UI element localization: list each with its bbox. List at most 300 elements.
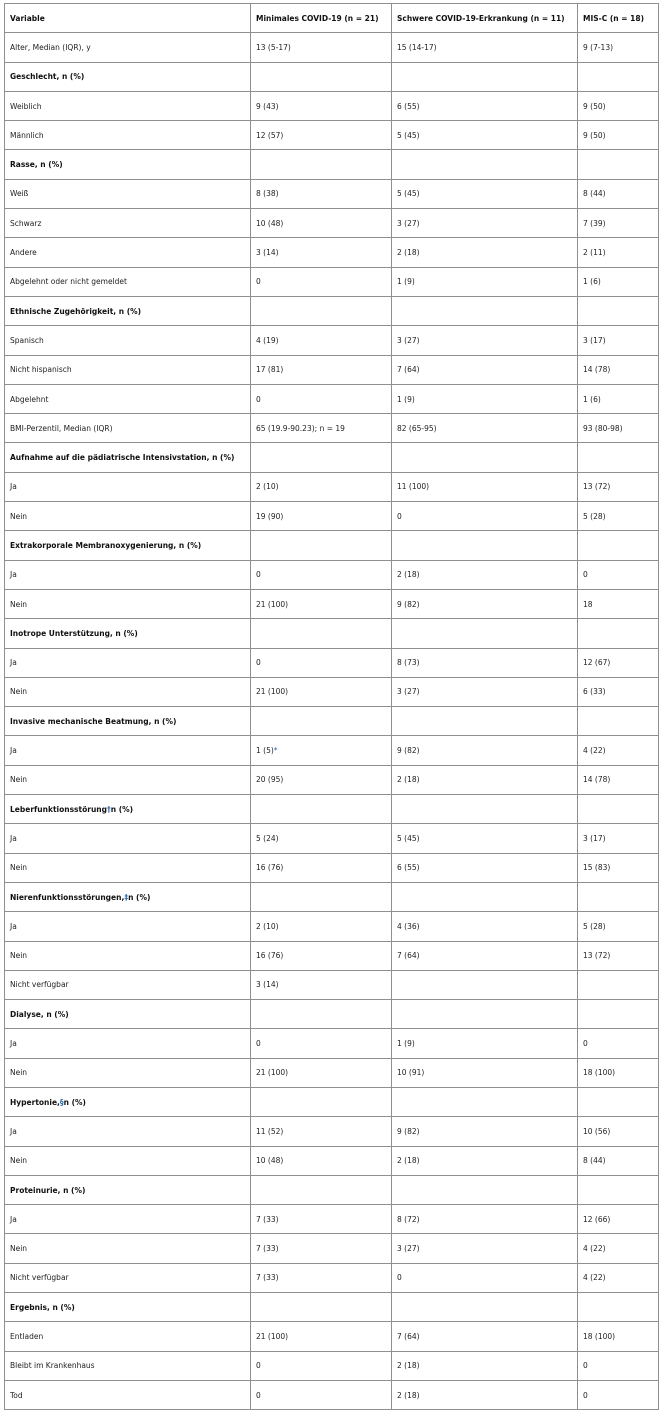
footnote-symbol[interactable]: ‡ bbox=[124, 892, 129, 902]
section-row bbox=[5, 1175, 659, 1204]
cell-value: 13 (72) bbox=[583, 951, 611, 961]
table-cell bbox=[392, 912, 578, 941]
row-label bbox=[5, 1380, 251, 1409]
footnote-symbol[interactable]: † bbox=[107, 804, 111, 814]
results-table bbox=[4, 3, 659, 1410]
cell-value: 20 (95) bbox=[256, 775, 284, 785]
row-label bbox=[5, 209, 251, 238]
cell-value: 0 bbox=[256, 1361, 261, 1371]
section-row bbox=[5, 531, 659, 560]
cell-value: 0 bbox=[397, 1273, 402, 1283]
row-label bbox=[5, 1263, 251, 1292]
cell-value: 7 (33) bbox=[256, 1244, 279, 1254]
row-label bbox=[5, 1322, 251, 1351]
table-row bbox=[5, 1322, 659, 1351]
table-cell bbox=[578, 1293, 659, 1322]
table-row bbox=[5, 1029, 659, 1058]
table-cell bbox=[251, 384, 392, 413]
row-label bbox=[5, 912, 251, 941]
table-cell bbox=[578, 589, 659, 618]
table-cell bbox=[251, 736, 392, 765]
table-cell bbox=[578, 91, 659, 120]
cell-value: 11 (52) bbox=[256, 1126, 284, 1136]
table-cell bbox=[251, 238, 392, 267]
table-cell bbox=[392, 267, 578, 296]
cell-value: 2 (18) bbox=[397, 1361, 420, 1371]
row-label bbox=[5, 267, 251, 296]
section-label bbox=[5, 1000, 251, 1029]
table-cell bbox=[251, 941, 392, 970]
table-cell bbox=[392, 326, 578, 355]
label-text: Männlich bbox=[10, 130, 44, 140]
cell-value: 82 (65-95) bbox=[397, 423, 437, 433]
table-cell bbox=[578, 179, 659, 208]
table-cell bbox=[392, 296, 578, 325]
cell-value: 0 bbox=[256, 658, 261, 668]
section-label bbox=[5, 296, 251, 325]
cell-value: 3 (17) bbox=[583, 335, 606, 345]
table-cell bbox=[392, 1029, 578, 1058]
table-cell bbox=[392, 736, 578, 765]
cell-value: 10 (56) bbox=[583, 1126, 611, 1136]
table-cell bbox=[392, 1146, 578, 1175]
section-row bbox=[5, 296, 659, 325]
cell-value: 9 (50) bbox=[583, 101, 606, 111]
cell-value: 2 (18) bbox=[397, 1390, 420, 1400]
table-cell bbox=[392, 648, 578, 677]
table-cell bbox=[392, 707, 578, 736]
row-label bbox=[5, 121, 251, 150]
table-cell bbox=[251, 1000, 392, 1029]
table-cell bbox=[578, 121, 659, 150]
section-row bbox=[5, 1087, 659, 1116]
label-text: Hypertonie, bbox=[10, 1097, 60, 1107]
cell-value: 2 (11) bbox=[583, 248, 606, 258]
table-cell bbox=[251, 1175, 392, 1204]
table-row bbox=[5, 1351, 659, 1380]
header-mis-c: MIS-C (n = 18) bbox=[578, 4, 659, 33]
table-cell bbox=[392, 238, 578, 267]
table-cell bbox=[578, 1380, 659, 1409]
table-cell bbox=[251, 1322, 392, 1351]
table-row bbox=[5, 765, 659, 794]
row-label bbox=[5, 941, 251, 970]
table-cell bbox=[578, 1000, 659, 1029]
label-text: Ja bbox=[10, 833, 17, 843]
label-text: BMI-Perzentil, Median (IQR) bbox=[10, 423, 113, 433]
label-text: Ergebnis, n (%) bbox=[10, 1302, 75, 1312]
cell-value: 9 (82) bbox=[397, 599, 420, 609]
cell-value: 0 bbox=[256, 394, 261, 404]
header-severe-covid: Schwere COVID-19-Erkrankung (n = 11) bbox=[392, 4, 578, 33]
table-cell bbox=[578, 736, 659, 765]
cell-value: 5 (45) bbox=[397, 130, 420, 140]
table-row bbox=[5, 912, 659, 941]
table-header bbox=[5, 4, 659, 33]
label-text: Dialyse, n (%) bbox=[10, 1009, 69, 1019]
header-row bbox=[5, 4, 659, 33]
table-cell bbox=[392, 824, 578, 853]
label-text: Abgelehnt bbox=[10, 394, 49, 404]
label-text: Ja bbox=[10, 570, 17, 580]
cell-value: 15 (83) bbox=[583, 863, 611, 873]
cell-value: 5 (45) bbox=[397, 189, 420, 199]
row-label bbox=[5, 1351, 251, 1380]
table-cell bbox=[578, 62, 659, 91]
row-label bbox=[5, 736, 251, 765]
table-row bbox=[5, 414, 659, 443]
row-label bbox=[5, 414, 251, 443]
cell-value: 1 (9) bbox=[397, 1039, 415, 1049]
row-label bbox=[5, 91, 251, 120]
table-cell bbox=[578, 648, 659, 677]
header-minimal-covid: Minimales COVID-19 (n = 21) bbox=[251, 4, 392, 33]
table-cell bbox=[251, 1351, 392, 1380]
label-text: Ja bbox=[10, 746, 17, 756]
label-text: Inotrope Unterstützung, n (%) bbox=[10, 628, 138, 638]
cell-value: 7 (64) bbox=[397, 951, 420, 961]
cell-value: 21 (100) bbox=[256, 599, 289, 609]
cell-value: 7 (64) bbox=[397, 365, 420, 375]
row-label bbox=[5, 355, 251, 384]
cell-value: 4 (22) bbox=[583, 746, 606, 756]
row-label bbox=[5, 970, 251, 999]
table-cell bbox=[578, 707, 659, 736]
row-label bbox=[5, 765, 251, 794]
table-cell bbox=[392, 1293, 578, 1322]
label-text: Entladen bbox=[10, 1332, 44, 1341]
table-cell bbox=[392, 91, 578, 120]
table-cell bbox=[251, 326, 392, 355]
cell-value: 10 (91) bbox=[397, 1068, 425, 1078]
cell-value: 4 (36) bbox=[397, 921, 420, 931]
table-cell bbox=[251, 1205, 392, 1234]
table-row bbox=[5, 1146, 659, 1175]
cell-value: 6 (55) bbox=[397, 863, 420, 873]
table-row bbox=[5, 736, 659, 765]
table-row bbox=[5, 1117, 659, 1146]
label-text: Nein bbox=[10, 599, 28, 609]
section-label bbox=[5, 619, 251, 648]
cell-value: 9 (82) bbox=[397, 1126, 420, 1136]
row-label bbox=[5, 472, 251, 501]
table-row bbox=[5, 91, 659, 120]
table-cell bbox=[392, 209, 578, 238]
cell-value: 9 (43) bbox=[256, 101, 279, 111]
table-cell bbox=[251, 355, 392, 384]
section-label bbox=[5, 62, 251, 91]
row-label bbox=[5, 677, 251, 706]
label-text: Extrakorporale Membranoxygenierung, n (%) bbox=[10, 540, 202, 550]
label-text: Alter, Median (IQR), y bbox=[10, 42, 91, 52]
cell-value: 0 bbox=[256, 277, 261, 287]
cell-value: 8 (38) bbox=[256, 189, 279, 199]
label-text: Nicht verfügbar bbox=[10, 980, 69, 990]
table-cell bbox=[392, 1205, 578, 1234]
table-cell bbox=[392, 121, 578, 150]
cell-value: 12 (66) bbox=[583, 1214, 611, 1224]
table-cell bbox=[251, 91, 392, 120]
header-variable: Variable bbox=[5, 4, 251, 33]
footnote-symbol[interactable]: § bbox=[59, 1097, 64, 1107]
cell-value: 2 (18) bbox=[397, 570, 420, 580]
table-cell bbox=[578, 267, 659, 296]
cell-value: 4 (19) bbox=[256, 335, 279, 345]
table-cell bbox=[251, 765, 392, 794]
label-text: Ja bbox=[10, 921, 17, 931]
table-row bbox=[5, 589, 659, 618]
table-row bbox=[5, 677, 659, 706]
label-text: Spanisch bbox=[10, 335, 44, 345]
label-text: Aufnahme auf die pädiatrische Intensivstation, n (%) bbox=[10, 453, 235, 463]
table-cell bbox=[392, 795, 578, 824]
section-row bbox=[5, 882, 659, 911]
table-cell bbox=[392, 1117, 578, 1146]
table-row bbox=[5, 121, 659, 150]
cell-value: 7 (64) bbox=[397, 1332, 420, 1341]
cell-value: 8 (44) bbox=[583, 1156, 606, 1166]
label-suffix: n (%) bbox=[110, 804, 134, 814]
table-cell bbox=[578, 355, 659, 384]
section-label bbox=[5, 1087, 251, 1116]
table-cell bbox=[251, 882, 392, 911]
label-text: Nein bbox=[10, 863, 28, 873]
table-cell bbox=[578, 912, 659, 941]
cell-value: 21 (100) bbox=[256, 1068, 289, 1078]
table-cell bbox=[392, 62, 578, 91]
label-text: Andere bbox=[10, 248, 37, 258]
cell-value: 3 (27) bbox=[397, 335, 420, 345]
table-row bbox=[5, 824, 659, 853]
table-cell bbox=[578, 209, 659, 238]
table-cell bbox=[578, 1117, 659, 1146]
cell-value: 21 (100) bbox=[256, 687, 289, 697]
table-cell bbox=[578, 1205, 659, 1234]
table-cell bbox=[578, 677, 659, 706]
cell-value: 0 bbox=[583, 1039, 588, 1049]
cell-value: 18 (100) bbox=[583, 1332, 616, 1341]
table-cell bbox=[392, 443, 578, 472]
cell-value: 0 bbox=[583, 1390, 588, 1400]
table-cell bbox=[578, 414, 659, 443]
table-cell bbox=[251, 1029, 392, 1058]
table-cell bbox=[578, 853, 659, 882]
table-cell bbox=[251, 853, 392, 882]
table-row bbox=[5, 648, 659, 677]
table-row bbox=[5, 1380, 659, 1409]
table-cell bbox=[578, 326, 659, 355]
cell-value: 16 (76) bbox=[256, 863, 284, 873]
table-cell bbox=[578, 238, 659, 267]
table-container bbox=[4, 3, 658, 1410]
table-row bbox=[5, 238, 659, 267]
row-label bbox=[5, 179, 251, 208]
table-cell bbox=[392, 1234, 578, 1263]
cell-value: 1 (5) bbox=[256, 746, 274, 756]
cell-value: 5 (28) bbox=[583, 511, 606, 521]
label-text: Nein bbox=[10, 775, 28, 785]
label-text: Ja bbox=[10, 658, 17, 668]
label-text: Weiblich bbox=[10, 101, 42, 111]
row-label bbox=[5, 648, 251, 677]
table-cell bbox=[251, 1263, 392, 1292]
cell-value: 3 (17) bbox=[583, 833, 606, 843]
section-row bbox=[5, 1000, 659, 1029]
label-text: Ja bbox=[10, 1039, 17, 1049]
label-text: Geschlecht, n (%) bbox=[10, 72, 85, 82]
table-cell bbox=[251, 443, 392, 472]
label-text: Nicht verfügbar bbox=[10, 1273, 69, 1283]
label-text: Tod bbox=[10, 1390, 23, 1400]
cell-value: 93 (80-98) bbox=[583, 423, 623, 433]
label-text: Nierenfunktionsstörungen, bbox=[10, 892, 125, 902]
table-cell bbox=[251, 296, 392, 325]
table-cell bbox=[578, 502, 659, 531]
label-text: Ethnische Zugehörigkeit, n (%) bbox=[10, 306, 142, 316]
table-row bbox=[5, 472, 659, 501]
table-cell bbox=[578, 296, 659, 325]
table-cell bbox=[578, 531, 659, 560]
cell-value: 8 (73) bbox=[397, 658, 420, 668]
cell-value: 5 (28) bbox=[583, 921, 606, 931]
row-label bbox=[5, 1146, 251, 1175]
cell-value: 12 (57) bbox=[256, 130, 284, 140]
table-cell bbox=[578, 33, 659, 62]
table-cell bbox=[251, 824, 392, 853]
table-row bbox=[5, 853, 659, 882]
cell-value: 15 (14-17) bbox=[397, 42, 437, 52]
cell-value: 1 (6) bbox=[583, 394, 601, 404]
row-label bbox=[5, 1029, 251, 1058]
cell-value: 13 (5-17) bbox=[256, 42, 291, 52]
table-cell bbox=[392, 355, 578, 384]
cell-value: 9 (50) bbox=[583, 130, 606, 140]
table-row bbox=[5, 1234, 659, 1263]
table-row bbox=[5, 1205, 659, 1234]
cell-value: 6 (33) bbox=[583, 687, 606, 697]
table-cell bbox=[578, 765, 659, 794]
table-cell bbox=[578, 443, 659, 472]
table-cell bbox=[392, 560, 578, 589]
cell-value: 4 (22) bbox=[583, 1273, 606, 1283]
section-row bbox=[5, 62, 659, 91]
table-row bbox=[5, 33, 659, 62]
table-row bbox=[5, 179, 659, 208]
label-text: Nein bbox=[10, 1156, 28, 1166]
table-cell bbox=[251, 531, 392, 560]
table-cell bbox=[392, 472, 578, 501]
table-cell bbox=[251, 414, 392, 443]
label-text: Nein bbox=[10, 511, 28, 521]
table-cell bbox=[578, 1263, 659, 1292]
row-label bbox=[5, 326, 251, 355]
cell-value: 65 (19.9-90.23); n = 19 bbox=[256, 423, 345, 433]
cell-value: 19 (90) bbox=[256, 511, 284, 521]
footnote-marker[interactable]: * bbox=[273, 746, 278, 756]
table-row bbox=[5, 209, 659, 238]
table-cell bbox=[392, 1000, 578, 1029]
section-label bbox=[5, 795, 251, 824]
row-label bbox=[5, 824, 251, 853]
cell-value: 1 (9) bbox=[397, 277, 415, 287]
cell-value: 0 bbox=[583, 1361, 588, 1371]
table-cell bbox=[251, 179, 392, 208]
table-cell bbox=[251, 1087, 392, 1116]
row-label bbox=[5, 238, 251, 267]
row-label bbox=[5, 1117, 251, 1146]
table-cell bbox=[578, 150, 659, 179]
section-row bbox=[5, 795, 659, 824]
table-cell bbox=[251, 1293, 392, 1322]
table-cell bbox=[251, 121, 392, 150]
table-cell bbox=[392, 1175, 578, 1204]
cell-value: 8 (44) bbox=[583, 189, 606, 199]
cell-value: 0 bbox=[256, 570, 261, 580]
table-cell bbox=[251, 150, 392, 179]
row-label bbox=[5, 384, 251, 413]
table-cell bbox=[392, 1322, 578, 1351]
table-cell bbox=[392, 502, 578, 531]
cell-value: 3 (14) bbox=[256, 980, 279, 990]
section-label bbox=[5, 882, 251, 911]
label-suffix: n (%) bbox=[128, 892, 151, 902]
section-label bbox=[5, 443, 251, 472]
table-cell bbox=[251, 912, 392, 941]
table-row bbox=[5, 355, 659, 384]
cell-value: 11 (100) bbox=[397, 482, 430, 492]
cell-value: 8 (72) bbox=[397, 1214, 420, 1224]
table-row bbox=[5, 326, 659, 355]
row-label bbox=[5, 1058, 251, 1087]
table-cell bbox=[251, 267, 392, 296]
label-text: Ja bbox=[10, 482, 17, 492]
cell-value: 0 bbox=[397, 511, 402, 521]
table-cell bbox=[251, 589, 392, 618]
table-cell bbox=[251, 619, 392, 648]
table-cell bbox=[392, 414, 578, 443]
table-cell bbox=[578, 1146, 659, 1175]
table-cell bbox=[578, 970, 659, 999]
table-cell bbox=[578, 1029, 659, 1058]
table-cell bbox=[578, 1175, 659, 1204]
cell-value: 21 (100) bbox=[256, 1332, 289, 1341]
table-cell bbox=[251, 62, 392, 91]
cell-value: 6 (55) bbox=[397, 101, 420, 111]
table-cell bbox=[251, 1146, 392, 1175]
table-cell bbox=[392, 882, 578, 911]
cell-value: 1 (9) bbox=[397, 394, 415, 404]
table-cell bbox=[251, 648, 392, 677]
row-label bbox=[5, 33, 251, 62]
cell-value: 2 (10) bbox=[256, 482, 279, 492]
table-cell bbox=[578, 882, 659, 911]
cell-value: 10 (48) bbox=[256, 218, 284, 228]
table-cell bbox=[251, 677, 392, 706]
section-row bbox=[5, 707, 659, 736]
label-text: Proteinurie, n (%) bbox=[10, 1185, 86, 1195]
cell-value: 16 (76) bbox=[256, 951, 284, 961]
label-suffix: n (%) bbox=[63, 1097, 86, 1107]
cell-value: 14 (78) bbox=[583, 775, 611, 785]
table-row bbox=[5, 267, 659, 296]
section-label bbox=[5, 1175, 251, 1204]
table-cell bbox=[578, 1322, 659, 1351]
cell-value: 2 (10) bbox=[256, 921, 279, 931]
cell-value: 5 (45) bbox=[397, 833, 420, 843]
table-cell bbox=[578, 795, 659, 824]
row-label bbox=[5, 1205, 251, 1234]
table-row bbox=[5, 1263, 659, 1292]
